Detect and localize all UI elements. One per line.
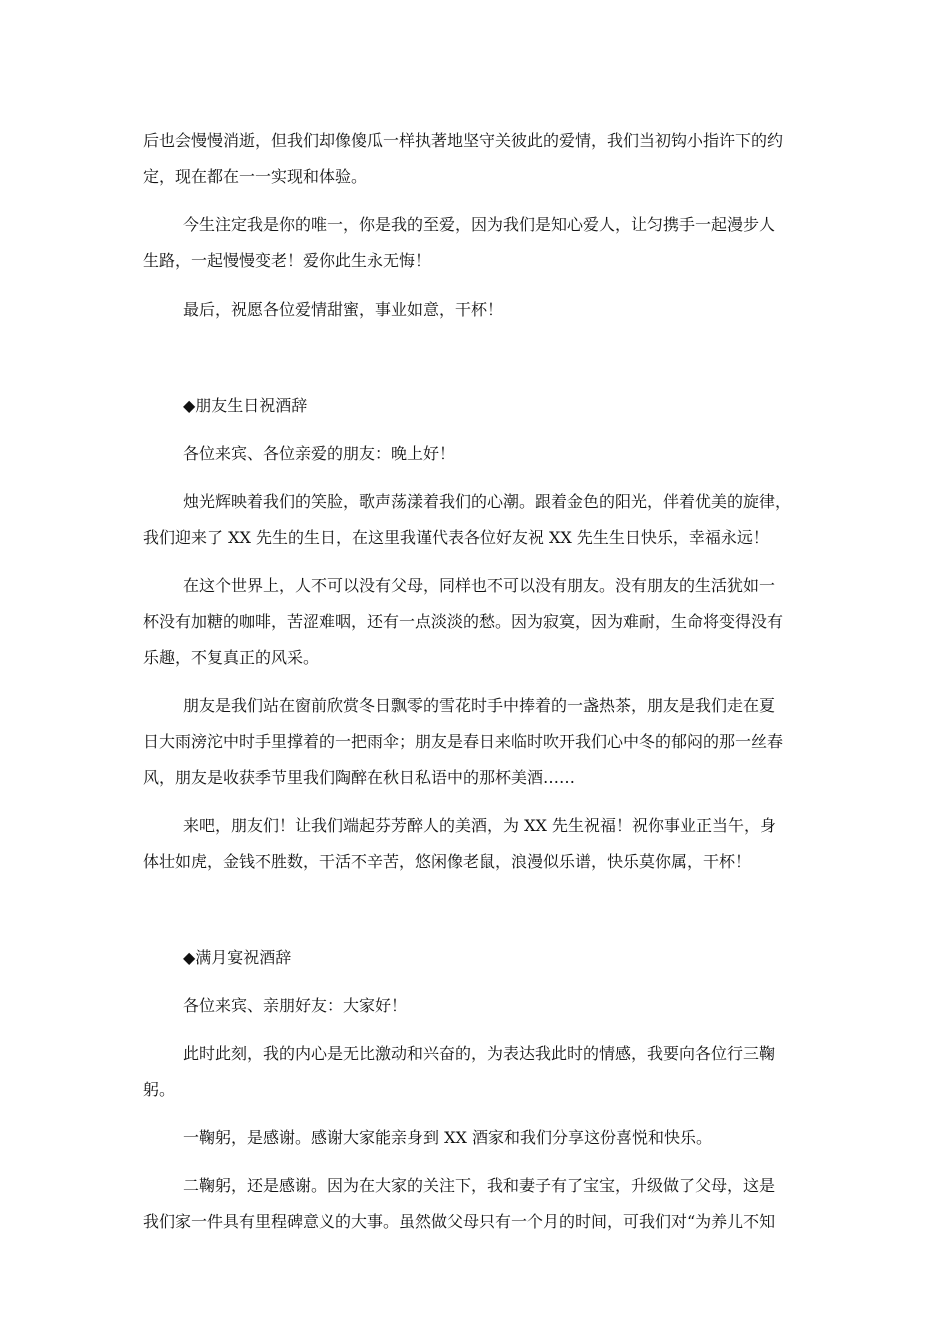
- text-line: 各位来宾、各位亲爱的朋友：晚上好！: [183, 444, 456, 463]
- text-line: 乐趣，不复真正的风采。: [143, 648, 320, 667]
- text-line: 风，朋友是收获季节里我们陶醉在秋日私语中的那杯美酒……: [143, 768, 576, 787]
- text-line: 定，现在都在一一实现和体验。: [143, 167, 368, 186]
- section-heading-fullmoon: ◆满月宴祝酒辞: [183, 948, 292, 967]
- text-line: 此时此刻，我的内心是无比激动和兴奋的，为表达我此时的情感，我要向各位行三鞠: [183, 1044, 776, 1063]
- text-line: 二鞠躬，还是感谢。因为在大家的关注下，我和妻子有了宝宝，升级做了父母，这是: [183, 1176, 776, 1195]
- text-line: 在这个世界上，人不可以没有父母，同样也不可以没有朋友。没有朋友的生活犹如一: [183, 576, 776, 595]
- section-heading-birthday: ◆朋友生日祝酒辞: [183, 396, 308, 415]
- text-line: 日大雨滂沱中时手里撑着的一把雨伞；朋友是春日来临时吹开我们心中冬的郁闷的那一丝春: [143, 732, 784, 751]
- text-line: 我们迎来了 XX 先生的生日，在这里我谨代表各位好友祝 XX 先生生日快乐，幸福永远！: [143, 528, 769, 547]
- text-line: 我们家一件具有里程碑意义的大事。虽然做父母只有一个月的时间，可我们对“为养儿不知: [143, 1212, 776, 1231]
- text-line: 生路，一起慢慢变老！爱你此生永无悔！: [143, 251, 432, 270]
- text-line: 朋友是我们站在窗前欣赏冬日飘零的雪花时手中捧着的一盏热茶，朋友是我们走在夏: [183, 696, 776, 715]
- text-line: 杯没有加糖的咖啡，苦涩难咽，还有一点淡淡的愁。因为寂寞，因为难耐，生命将变得没有: [143, 612, 784, 631]
- text-line: 最后，祝愿各位爱情甜蜜，事业如意，干杯！: [183, 300, 504, 319]
- text-line: 各位来宾、亲朋好友：大家好！: [183, 996, 408, 1015]
- text-line: 躬。: [143, 1080, 176, 1099]
- text-line: 来吧，朋友们！让我们端起芬芳醉人的美酒，为 XX 先生祝福！祝你事业正当午，身: [183, 816, 776, 835]
- text-line: 一鞠躬，是感谢。感谢大家能亲身到 XX 酒家和我们分享这份喜悦和快乐。: [183, 1128, 712, 1147]
- text-line: 体壮如虎，金钱不胜数，干活不辛苦，悠闲像老鼠，浪漫似乐谱，快乐莫你属，干杯！: [143, 852, 752, 871]
- text-line: 后也会慢慢消逝，但我们却像傻瓜一样执著地坚守关彼此的爱情，我们当初钩小指许下的约: [143, 131, 784, 150]
- text-line: 烛光辉映着我们的笑脸，歌声荡漾着我们的心潮。跟着金色的阳光，伴着优美的旋律，: [183, 492, 792, 511]
- text-line: 今生注定我是你的唯一，你是我的至爱，因为我们是知心爱人，让匀携手一起漫步人: [183, 215, 776, 234]
